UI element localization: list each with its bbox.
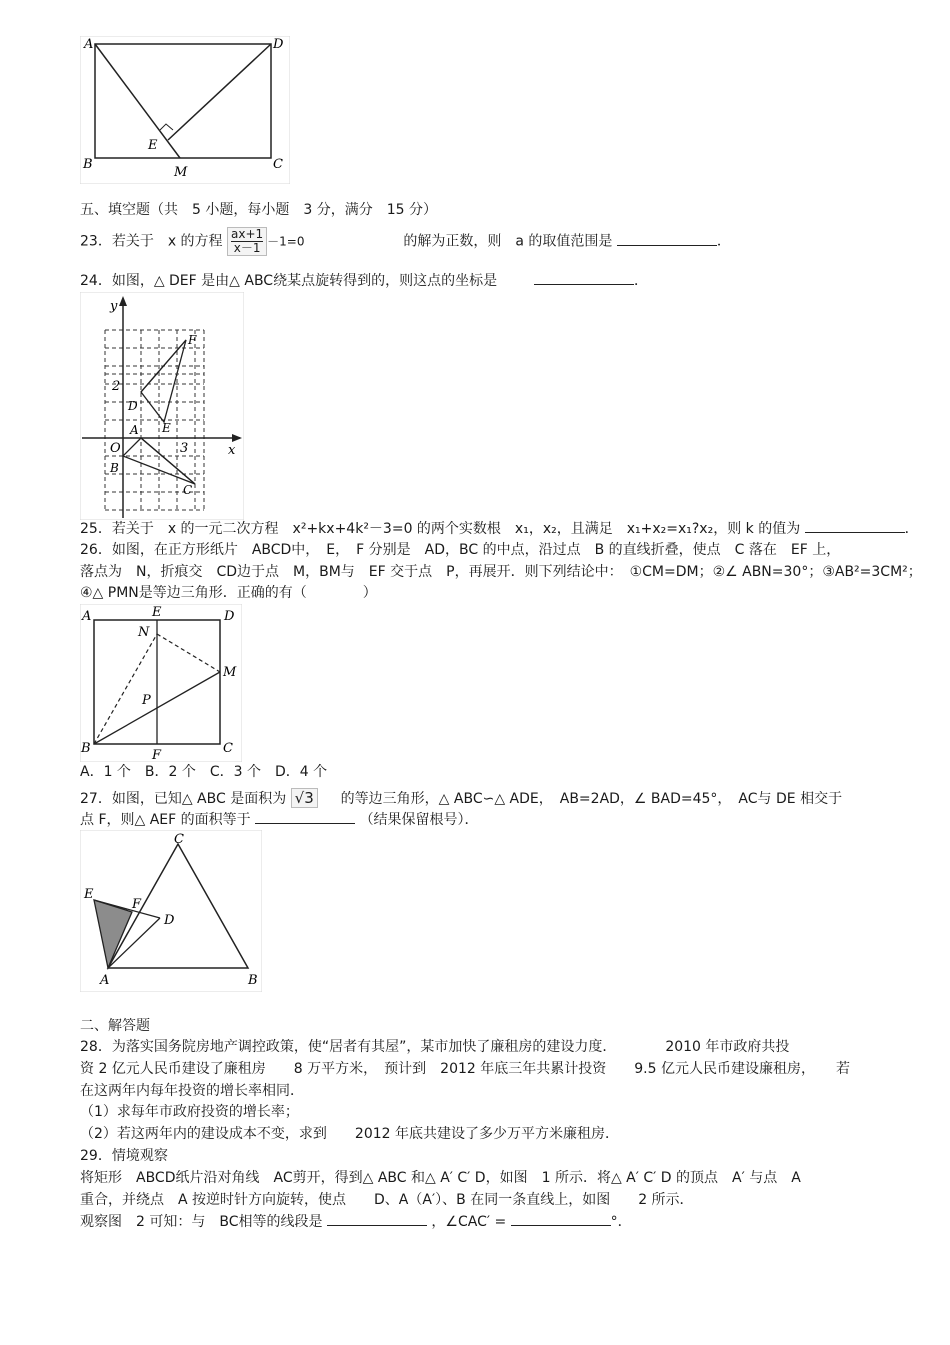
square-label-N: N — [138, 625, 150, 640]
q28-sub-1: （1）求每年市政府投资的增长率； — [80, 1104, 299, 1120]
q27-line2-b: （结果保留根号）． — [359, 812, 479, 828]
grid-label-F: F — [188, 333, 197, 347]
q28-sub-2: （2）若这两年内的建设成本不变，求到 2012 年底共建设了多少万平方米廉租房． — [80, 1126, 619, 1142]
q29-line3-b: ，∠CAC′ = — [431, 1214, 507, 1230]
question-25 — [80, 520, 919, 538]
q27-answer-blank[interactable] — [255, 811, 355, 824]
square-label-B: B — [81, 741, 91, 756]
label-C: C — [273, 157, 283, 172]
figure-triangle — [80, 830, 262, 992]
section-five-heading: 五、填空题（共 5 小题，每小题 3 分，满分 15 分） — [80, 202, 437, 218]
q29-line-2: 重合，并绕点 A 按逆时针方向旋转，使点 D、A（A′）、B 在同一条直线上，如图 2 所示． — [80, 1192, 694, 1208]
q28-line-1: 28．为落实国务院房地产调控政策，使“居者有其屋”，某市加快了廉租房的建设力度． 2010 年市政府共投 — [80, 1039, 790, 1055]
q23-denominator: x－1 — [233, 241, 261, 255]
q26-line-1: 26．如图，在正方形纸片 ABCD中， E， F 分别是 AD，BC 的中点，沿过点 B 的直线折叠，使点 C 落在 EF 上， — [80, 542, 841, 558]
tri-label-B: B — [248, 973, 258, 988]
grid-label-A: A — [130, 423, 139, 437]
q25-text: 25．若关于 x 的一元二次方程 x²+kx+4k²－3=0 的两个实数根 x₁，x₂，且满足 x₁+x₂=x₁?x₂，则 k 的值为 — [80, 521, 801, 537]
square-label-F: F — [152, 748, 162, 762]
square-label-D: D — [224, 609, 235, 624]
q23-end: ． — [716, 233, 731, 250]
q27-sqrt: √3 — [291, 788, 318, 808]
grid-label-2: 2 — [112, 379, 121, 394]
grid-label-D: D — [128, 399, 138, 413]
figure-grid — [80, 292, 244, 520]
q24-end: ． — [634, 273, 648, 289]
q26-options: A．1 个 B．2 个 C．3 个 D．4 个 — [80, 764, 328, 780]
q23-answer-blank[interactable] — [617, 233, 717, 246]
q25-end: ． — [904, 521, 919, 537]
label-M: M — [174, 165, 188, 180]
q29-line3-a: 观察图 2 可知：与 BC相等的线段是 — [80, 1214, 323, 1230]
q29-line-1: 将矩形 ABCD纸片沿对角线 AC剪开，得到△ ABC 和△ A′ C′ D，如图 1 所示．将△ A′ C′ D 的顶点 A′ 与点 A — [80, 1170, 801, 1186]
q25-answer-blank[interactable] — [805, 520, 905, 533]
tri-label-F: F — [132, 897, 142, 912]
q29-blank-angle[interactable] — [511, 1213, 611, 1226]
tri-label-D: D — [164, 913, 175, 928]
q26-line-2: 落点为 N，折痕交 CD边于点 M，BM与 EF 交于点 P，再展开．则下列结论中： ①CM=DM；②∠ ABN=30°；③AB²=3CM²； — [80, 564, 922, 580]
q29-blank-segment[interactable] — [327, 1213, 427, 1226]
label-D: D — [273, 37, 284, 52]
label-B: B — [83, 157, 93, 172]
q24-text: 24．如图，△ DEF 是由△ ABC绕某点旋转得到的，则这点的坐标是 — [80, 273, 498, 289]
grid-label-E: E — [162, 421, 171, 435]
q24-answer-blank[interactable] — [534, 272, 634, 285]
square-label-P: P — [142, 693, 151, 708]
q27-line2-a: 点 F，则△ AEF 的面积等于 — [80, 812, 251, 828]
q23-suffix: 的解为正数，则 a 的取值范围是 — [403, 233, 613, 250]
question-24 — [80, 272, 648, 290]
q23-numerator: ax+1 — [231, 227, 264, 241]
tri-label-A: A — [100, 973, 110, 988]
label-E: E — [148, 138, 158, 153]
figure-rectangle — [80, 36, 290, 184]
tri-label-C: C — [174, 832, 184, 847]
question-27-line-2 — [80, 811, 479, 829]
q27-line1-a: 27．如图，已知△ ABC 是面积为 — [80, 791, 287, 807]
square-label-C: C — [223, 741, 233, 756]
square-label-E: E — [152, 605, 162, 620]
grid-label-y: y — [110, 299, 118, 314]
question-27-line-1 — [80, 788, 842, 808]
q29-line3-c: °． — [610, 1214, 632, 1230]
figure-square — [80, 604, 242, 762]
square-label-M: M — [223, 665, 237, 680]
q23-eq-tail: －1=0 — [267, 234, 305, 249]
grid-label-origin: O — [110, 441, 121, 456]
tri-label-E: E — [84, 887, 94, 902]
q28-line-3: 在这两年内每年投资的增长率相同． — [80, 1083, 304, 1099]
grid-label-C: C — [183, 483, 193, 497]
grid-label-x: x — [228, 443, 236, 458]
question-23 — [80, 227, 731, 256]
section-two-heading: 二、解答题 — [80, 1018, 150, 1034]
q23-prefix: 23．若关于 x 的方程 — [80, 233, 223, 250]
q26-line-3: ④△ PMN是等边三角形．正确的有（ ） — [80, 585, 377, 601]
q29-line-3 — [80, 1213, 632, 1231]
grid-label-3: 3 — [180, 441, 189, 456]
q28-line-2: 资 2 亿元人民币建设了廉租房 8 万平方米， 预计到 2012 年底三年共累计投资 9.5 亿元人民币建设廉租房， 若 — [80, 1061, 850, 1077]
label-A: A — [84, 37, 94, 52]
q29-title: 29．情境观察 — [80, 1148, 168, 1164]
grid-label-B: B — [110, 461, 119, 475]
q23-fraction — [227, 227, 267, 256]
q27-line1-b: 的等边三角形，△ ABC∽△ ADE， AB=2AD，∠ BAD=45°， AC与 DE 相交于 — [340, 791, 843, 807]
square-label-A: A — [82, 609, 92, 624]
